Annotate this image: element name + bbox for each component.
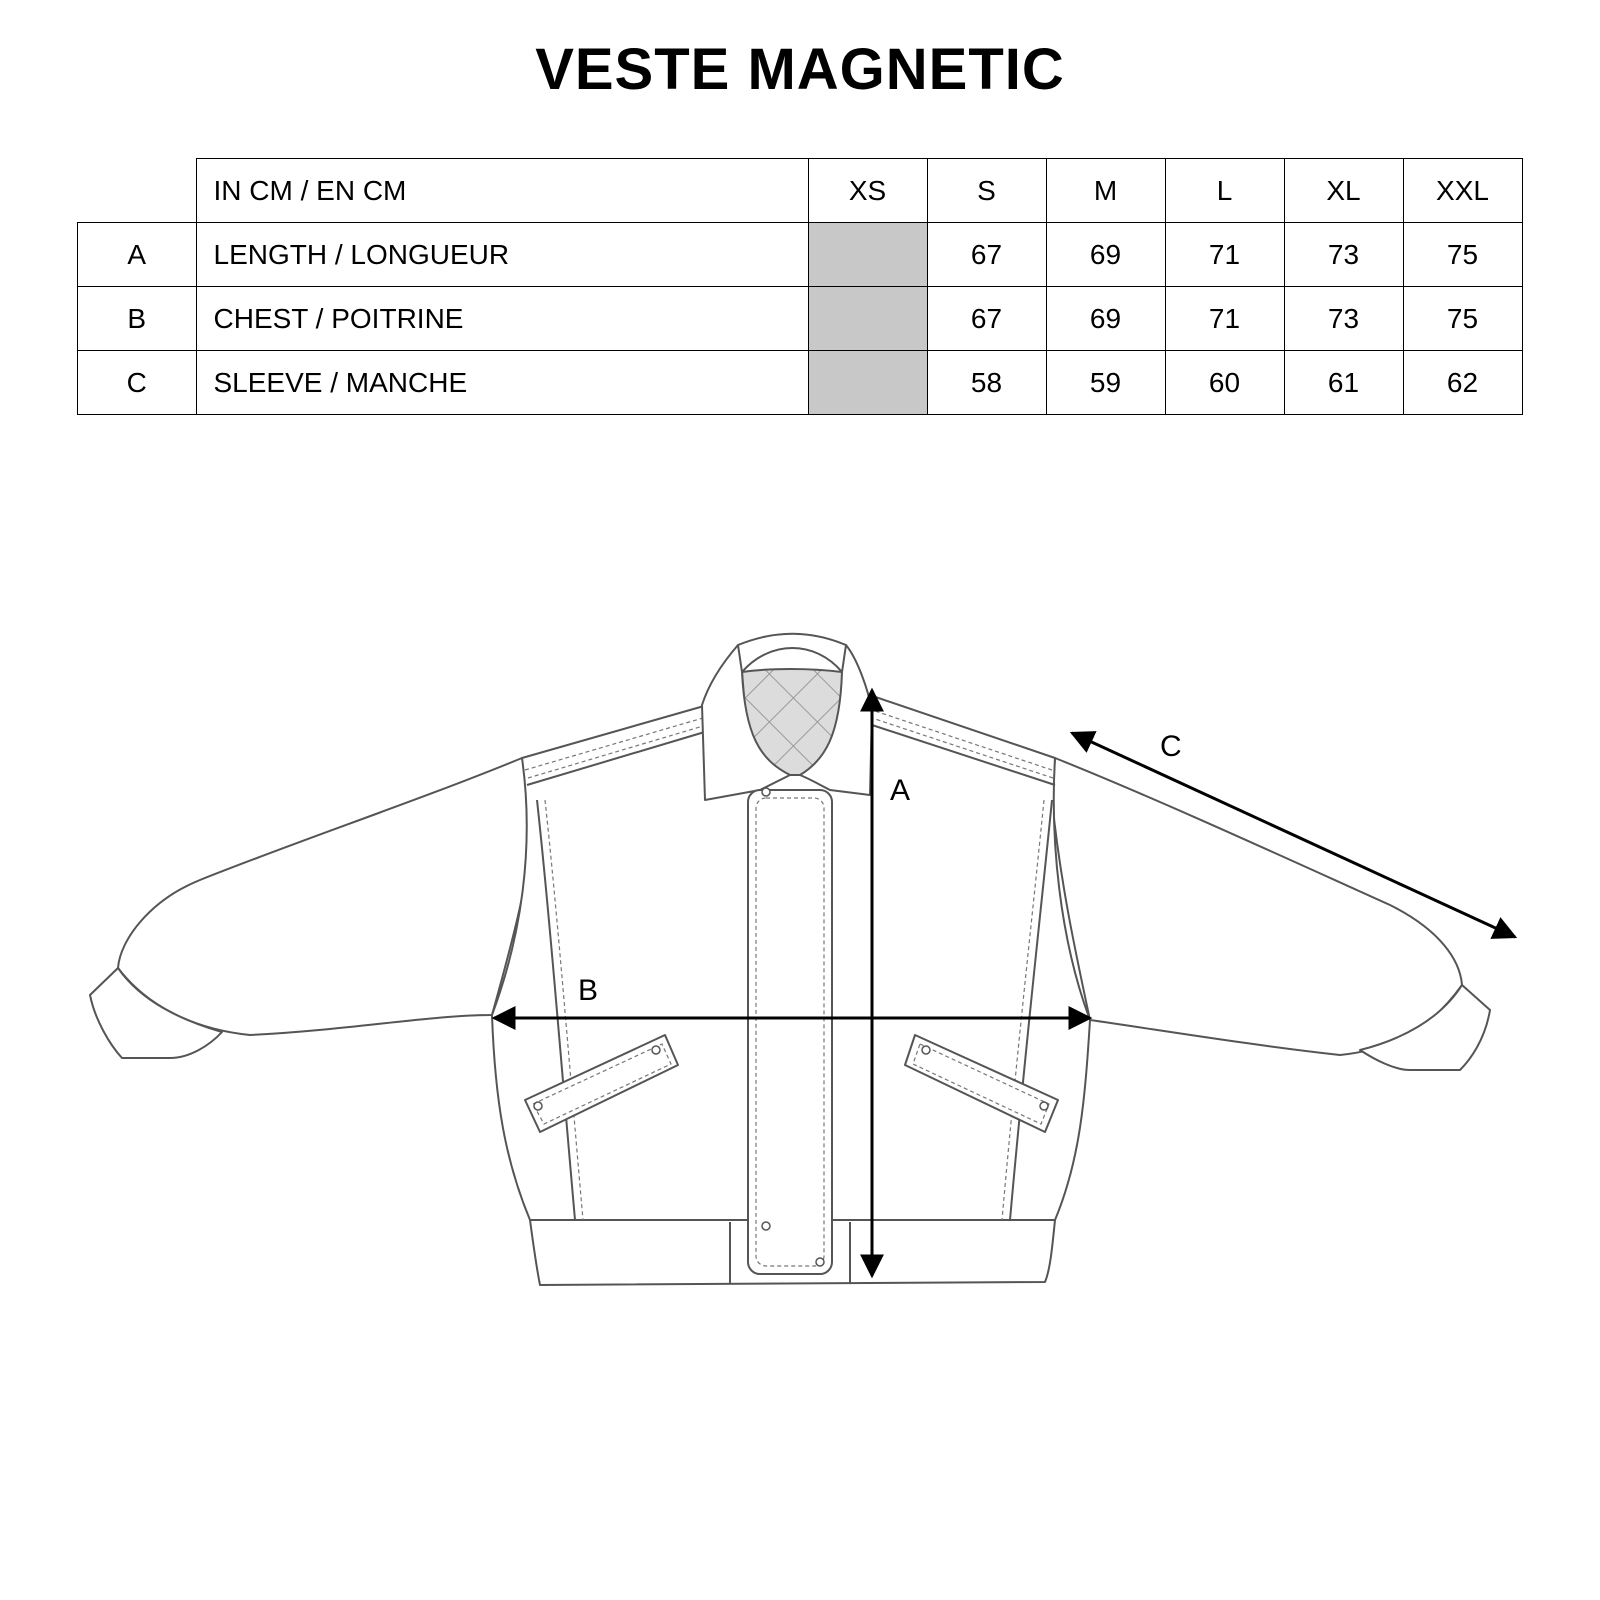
measurement-value: 71 [1165,223,1284,287]
measurement-value: 71 [1165,287,1284,351]
size-header-s: S [927,159,1046,223]
row-label: CHEST / POITRINE [196,287,808,351]
measurement-value: 61 [1284,351,1403,415]
measurement-value: 69 [1046,287,1165,351]
collar-back [737,634,846,672]
measurement-value: 62 [1403,351,1522,415]
page-title: VESTE MAGNETIC [535,37,1065,102]
length-label: A [890,774,911,807]
size-header-xl: XL [1284,159,1403,223]
measurement-value: 58 [927,351,1046,415]
row-key: A [78,223,197,287]
row-label: LENGTH / LONGUEUR [196,223,808,287]
measurement-value: 75 [1403,287,1522,351]
size-header-m: M [1046,159,1165,223]
measurement-value: 67 [927,287,1046,351]
row-label: SLEEVE / MANCHE [196,351,808,415]
sleeve-label: C [1160,730,1182,763]
unit-header: IN CM / EN CM [196,159,808,223]
front-placket [748,788,832,1274]
measurement-value: 75 [1403,223,1522,287]
row-key: C [78,351,197,415]
row-key: B [78,287,197,351]
left-sleeve [118,758,537,1035]
measurement-value: 67 [927,223,1046,287]
measurement-value: 73 [1284,223,1403,287]
measurement-value: 60 [1165,351,1284,415]
measurement-value: 73 [1284,287,1403,351]
right-sleeve [1052,758,1462,1055]
size-header-l: L [1165,159,1284,223]
measurement-value: 69 [1046,223,1165,287]
size-header-xxl: XXL [1403,159,1522,223]
chest-label: B [578,974,599,1007]
measurement-value: 59 [1046,351,1165,415]
size-header-xs: XS [808,159,927,223]
